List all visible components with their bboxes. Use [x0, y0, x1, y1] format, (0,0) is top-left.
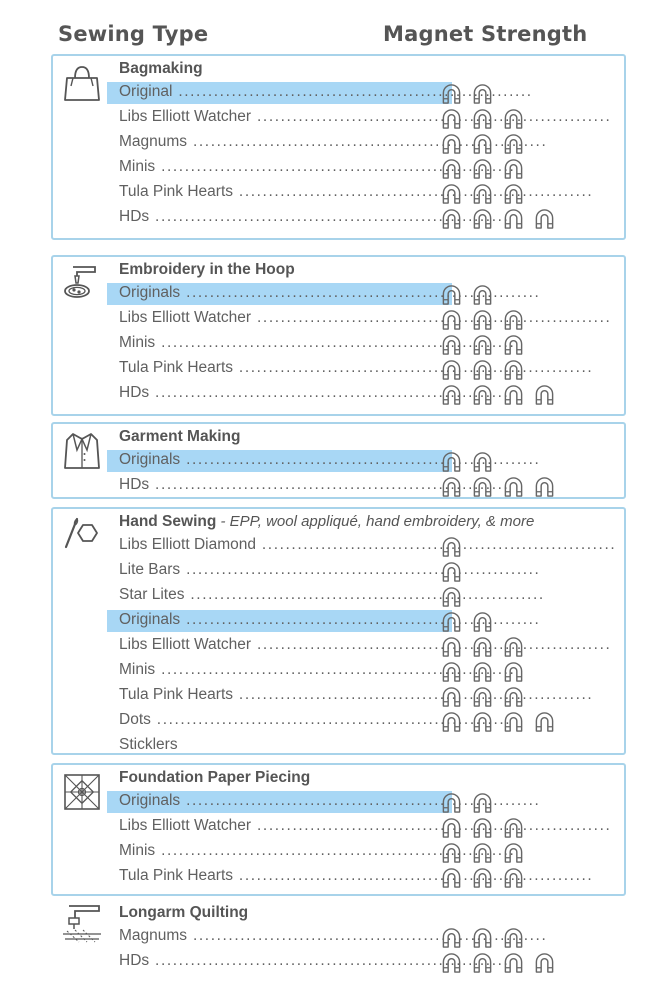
magnet-strength	[441, 536, 472, 558]
magnet-type-label	[119, 842, 516, 862]
magnet-icon	[441, 451, 462, 472]
magnet-type-label	[119, 686, 594, 706]
section-longarm-quilting	[51, 898, 626, 980]
magnet-icon	[472, 952, 493, 973]
magnet-icon	[472, 636, 493, 657]
section-title-text: Longarm Quilting	[119, 904, 249, 921]
table-row	[107, 358, 594, 380]
leader-dots: ............................................................	[187, 927, 548, 944]
magnet-icon	[441, 536, 462, 557]
leader-dots: ............................................................	[155, 842, 516, 859]
leader-dots: ............................................................	[180, 792, 541, 809]
magnet-strength	[441, 661, 534, 683]
section-hand-sewing	[51, 507, 626, 755]
magnet-type-label	[119, 736, 375, 756]
section-description: - EPP, wool appliqué, hand embroidery, & more	[216, 513, 535, 530]
magnet-icon	[472, 284, 493, 305]
magnet-type-label	[119, 183, 594, 203]
magnet-icon	[441, 83, 462, 104]
magnet-type-name: Star Lites	[119, 586, 185, 603]
magnet-type-name: Originals	[119, 451, 181, 468]
leader-dots: ............................................................	[184, 586, 545, 603]
section-foundation-paper-piecing	[51, 763, 626, 896]
magnet-type-name: HDs	[119, 952, 150, 969]
needle-hexagon-icon	[61, 515, 103, 557]
magnet-icon	[534, 384, 555, 405]
table-row	[107, 333, 516, 355]
magnet-icon	[472, 927, 493, 948]
section-title-text: Hand Sewing	[119, 513, 217, 530]
magnet-type-name: Tula Pink Hearts	[119, 183, 233, 200]
magnet-icon	[472, 451, 493, 472]
section-bagmaking	[51, 54, 626, 240]
magnet-type-label	[119, 611, 541, 631]
magnet-icon	[441, 476, 462, 497]
magnet-icon	[441, 133, 462, 154]
leader-dots: ............................................................	[187, 133, 548, 150]
leader-dots: ............................................................	[255, 536, 617, 553]
section-title	[119, 60, 203, 78]
magnet-icon	[503, 133, 524, 154]
magnet-type-name: Originals	[119, 611, 181, 628]
magnet-icon	[441, 309, 462, 330]
magnet-strength	[441, 183, 534, 205]
section-title-text: Garment Making	[119, 428, 241, 445]
magnet-icon	[534, 208, 555, 229]
magnet-icon	[472, 133, 493, 154]
magnet-type-label	[119, 927, 548, 947]
magnet-type-name: HDs	[119, 476, 150, 493]
magnet-type-label	[119, 536, 617, 556]
table-row	[107, 866, 594, 888]
magnet-type-name: Originals	[119, 792, 181, 809]
magnet-icon	[503, 359, 524, 380]
table-row	[107, 308, 612, 330]
magnet-type-name: Tula Pink Hearts	[119, 359, 233, 376]
magnet-icon	[441, 611, 462, 632]
magnet-strength	[441, 927, 534, 949]
magnet-type-name: Minis	[119, 334, 156, 351]
magnet-strength	[441, 686, 534, 708]
magnet-icon	[472, 359, 493, 380]
magnet-icon	[503, 334, 524, 355]
section-title-text: Foundation Paper Piecing	[119, 769, 311, 786]
leader-dots: ............................................................	[233, 359, 594, 376]
section-title-text: Embroidery in the Hoop	[119, 261, 295, 278]
table-row	[107, 207, 510, 229]
magnet-icon	[441, 867, 462, 888]
magnet-icon	[503, 158, 524, 179]
magnet-icon	[472, 792, 493, 813]
magnet-icon	[472, 208, 493, 229]
magnet-icon	[503, 309, 524, 330]
magnet-type-label	[119, 83, 533, 103]
magnet-type-name: Minis	[119, 661, 156, 678]
leader-dots: ............................................................	[149, 476, 510, 493]
table-row	[107, 791, 541, 813]
magnet-icon	[472, 867, 493, 888]
magnet-icon	[441, 661, 462, 682]
table-row	[107, 841, 516, 863]
magnet-type-name: Magnums	[119, 927, 188, 944]
magnet-icon	[441, 586, 462, 607]
leader-dots: ............................................................	[180, 451, 541, 468]
magnet-icon	[534, 952, 555, 973]
magnet-icon	[441, 158, 462, 179]
magnet-strength	[441, 611, 503, 633]
leader-dots: ............................................................	[180, 611, 541, 628]
magnet-strength	[441, 586, 472, 608]
leader-dots: ............................................................	[251, 817, 612, 834]
table-row	[107, 535, 617, 557]
magnet-type-label	[119, 133, 548, 153]
magnet-strength	[441, 711, 565, 733]
table-row	[107, 283, 541, 305]
table-row	[107, 82, 533, 104]
section-title	[119, 769, 310, 787]
quilt-block-icon	[61, 771, 103, 813]
magnet-icon	[441, 561, 462, 582]
magnet-strength	[441, 476, 565, 498]
section-title	[119, 513, 534, 531]
header-magnet-strength: Magnet Strength	[383, 22, 588, 46]
table-row	[107, 926, 548, 948]
table-row	[107, 635, 612, 657]
table-row	[107, 475, 510, 497]
section-title	[119, 904, 248, 922]
magnet-type-label	[119, 476, 510, 496]
table-row	[107, 610, 541, 632]
magnet-icon	[472, 661, 493, 682]
magnet-icon	[472, 158, 493, 179]
magnet-type-label	[119, 792, 541, 812]
magnet-icon	[503, 952, 524, 973]
section-embroidery-in-the-hoop	[51, 255, 626, 416]
header-sewing-type: Sewing Type	[58, 22, 209, 46]
magnet-icon	[472, 334, 493, 355]
magnet-icon	[503, 927, 524, 948]
magnet-icon	[503, 842, 524, 863]
magnet-type-name: Minis	[119, 842, 156, 859]
magnet-icon	[441, 208, 462, 229]
leader-dots: ............................................................	[149, 384, 510, 401]
leader-dots: ............................................................	[149, 208, 510, 225]
magnet-icon	[441, 284, 462, 305]
magnet-icon	[472, 476, 493, 497]
table-row	[107, 182, 594, 204]
magnet-type-label	[119, 108, 612, 128]
section-title	[119, 261, 295, 279]
table-row	[107, 660, 516, 682]
magnet-icon	[441, 334, 462, 355]
magnet-strength	[441, 842, 534, 864]
magnet-icon	[441, 792, 462, 813]
table-row	[107, 585, 545, 607]
section-garment-making	[51, 422, 626, 499]
magnet-type-label	[119, 661, 516, 681]
leader-dots: ............................................................	[149, 952, 510, 969]
magnet-icon	[441, 359, 462, 380]
magnet-strength	[441, 561, 472, 583]
magnet-icon	[472, 842, 493, 863]
magnet-icon	[441, 636, 462, 657]
magnet-strength	[441, 83, 503, 105]
leader-dots: ............................................................	[172, 83, 533, 100]
magnet-strength	[441, 451, 503, 473]
magnet-type-label	[119, 208, 510, 228]
magnet-type-name: Minis	[119, 158, 156, 175]
magnet-type-label	[119, 451, 541, 471]
magnet-type-label	[119, 384, 510, 404]
magnet-type-name: Libs Elliott Watcher	[119, 108, 252, 125]
magnet-type-label	[119, 309, 612, 329]
leader-dots: ............................................................	[180, 284, 541, 301]
embroidery-hoop-icon	[61, 263, 103, 305]
bag-icon	[61, 62, 103, 104]
magnet-icon	[503, 636, 524, 657]
magnet-icon	[472, 384, 493, 405]
magnet-icon	[472, 686, 493, 707]
magnet-icon	[503, 108, 524, 129]
magnet-type-name: Libs Elliott Diamond	[119, 536, 256, 553]
magnet-strength	[441, 309, 534, 331]
magnet-strength	[441, 817, 534, 839]
table-row	[107, 735, 452, 757]
magnet-type-name: Dots	[119, 711, 151, 728]
magnet-icon	[503, 208, 524, 229]
magnet-strength	[441, 334, 534, 356]
magnet-icon	[441, 952, 462, 973]
magnet-strength	[441, 384, 565, 406]
jacket-icon	[61, 430, 103, 472]
table-row	[107, 383, 510, 405]
section-title	[119, 428, 240, 446]
magnet-type-name: Sticklers	[119, 736, 178, 753]
magnet-strength	[441, 158, 534, 180]
table-row	[107, 157, 516, 179]
table-row	[107, 816, 612, 838]
magnet-type-label	[119, 817, 612, 837]
magnet-type-label	[119, 711, 512, 731]
magnet-icon	[441, 927, 462, 948]
magnet-icon	[472, 711, 493, 732]
magnet-type-label	[119, 158, 516, 178]
magnet-type-name: Libs Elliott Watcher	[119, 309, 252, 326]
magnet-icon	[503, 686, 524, 707]
magnet-type-name: Magnums	[119, 133, 188, 150]
magnet-icon	[503, 476, 524, 497]
magnet-icon	[534, 711, 555, 732]
leader-dots: ............................................................	[155, 158, 516, 175]
leader-dots: ............................................................	[233, 183, 594, 200]
magnet-type-name: Tula Pink Hearts	[119, 867, 233, 884]
table-row	[107, 560, 541, 582]
magnet-icon	[503, 867, 524, 888]
magnet-icon	[472, 108, 493, 129]
magnet-icon	[441, 842, 462, 863]
section-title-text: Bagmaking	[119, 60, 203, 77]
magnet-icon	[441, 817, 462, 838]
magnet-icon	[441, 384, 462, 405]
table-row	[107, 132, 548, 154]
magnet-type-label	[119, 334, 516, 354]
magnet-strength	[441, 108, 534, 130]
magnet-icon	[441, 108, 462, 129]
table-row	[107, 685, 594, 707]
magnet-icon	[503, 384, 524, 405]
magnet-strength	[441, 359, 534, 381]
magnet-type-label	[119, 867, 594, 887]
magnet-icon	[503, 661, 524, 682]
leader-dots: ............................................................	[155, 334, 516, 351]
magnet-icon	[472, 183, 493, 204]
magnet-type-name: HDs	[119, 208, 150, 225]
magnet-type-label	[119, 561, 541, 581]
magnet-icon	[472, 309, 493, 330]
leader-dots: ............................................................	[155, 661, 516, 678]
magnet-icon	[441, 686, 462, 707]
magnet-type-label	[119, 586, 545, 606]
magnet-strength	[441, 133, 534, 155]
magnet-type-name: HDs	[119, 384, 150, 401]
leader-dots: ............................................................	[150, 711, 512, 728]
leader-dots: ............................................................	[180, 561, 541, 578]
magnet-type-label	[119, 284, 541, 304]
magnet-strength	[441, 636, 534, 658]
leader-dots: ............................................................	[233, 867, 594, 884]
magnet-type-name: Lite Bars	[119, 561, 181, 578]
magnet-type-name: Originals	[119, 284, 181, 301]
magnet-icon	[441, 711, 462, 732]
magnet-icon	[534, 476, 555, 497]
magnet-type-name: Libs Elliott Watcher	[119, 817, 252, 834]
magnet-strength	[441, 867, 534, 889]
magnet-type-name: Libs Elliott Watcher	[119, 636, 252, 653]
magnet-type-label	[119, 359, 594, 379]
magnet-icon	[472, 83, 493, 104]
longarm-machine-icon	[61, 902, 103, 944]
magnet-icon	[503, 711, 524, 732]
magnet-type-name: Tula Pink Hearts	[119, 686, 233, 703]
magnet-type-label	[119, 636, 612, 656]
magnet-type-name: Original	[119, 83, 173, 100]
table-row	[107, 951, 510, 973]
leader-dots: ............................................................	[251, 108, 612, 125]
magnet-type-label	[119, 952, 510, 972]
leader-dots: ............................................................	[233, 686, 594, 703]
magnet-icon	[503, 183, 524, 204]
magnet-strength	[441, 208, 565, 230]
magnet-strength	[441, 792, 503, 814]
magnet-icon	[441, 183, 462, 204]
magnet-strength	[441, 284, 503, 306]
table-row	[107, 450, 541, 472]
magnet-icon	[503, 817, 524, 838]
leader-dots: ............................................................	[251, 636, 612, 653]
magnet-strength	[441, 952, 565, 974]
magnet-icon	[472, 817, 493, 838]
magnet-icon	[472, 611, 493, 632]
leader-dots: ............................................................	[251, 309, 612, 326]
table-row	[107, 710, 512, 732]
table-row	[107, 107, 612, 129]
